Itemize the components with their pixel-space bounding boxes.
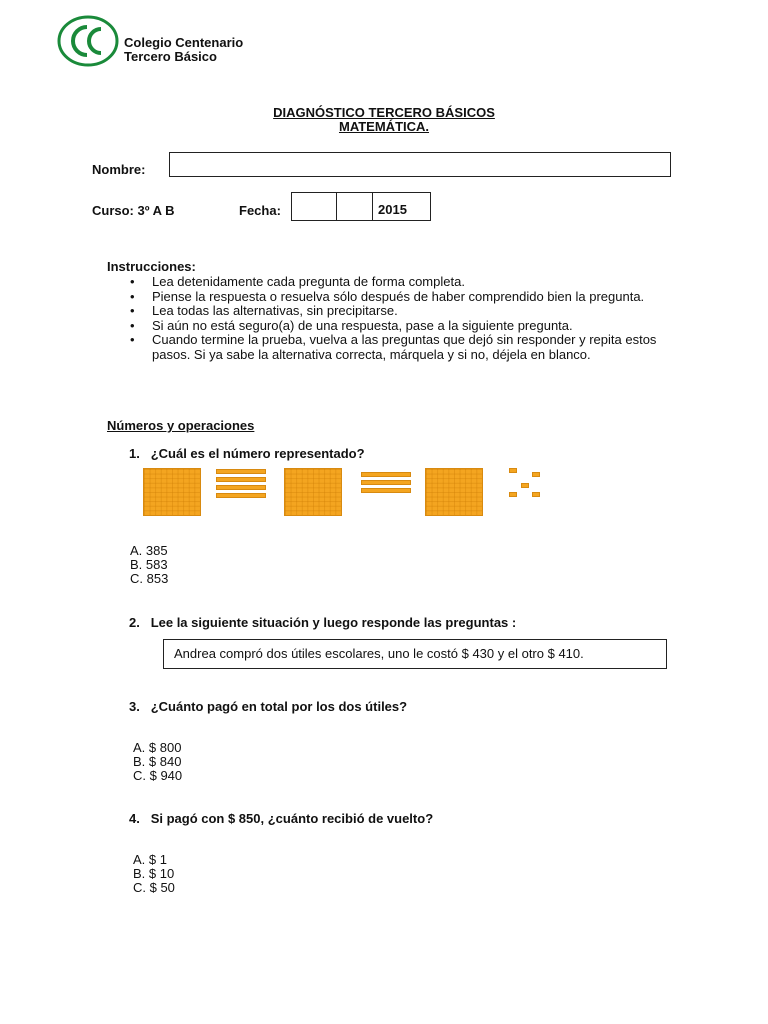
unit-cube (509, 468, 517, 473)
option[interactable]: C. 853 (130, 571, 169, 586)
question-text: Lee la siguiente situación y luego responde las preguntas : (150, 615, 517, 630)
instruction-item: • Cuando termine la prueba, vuelva a las preguntas que dejó sin responder y repita estos pasos. Si ya sabe la alternativa correcta, márquela y si no, déjela en blanco. (130, 333, 660, 362)
instruction-item: • Lea detenidamente cada pregunta de forma completa. (130, 275, 660, 290)
school-name: Colegio Centenario (124, 35, 244, 50)
question-text: ¿Cuál es el número representado? (150, 446, 365, 461)
question-2 (129, 615, 516, 630)
option[interactable]: B. $ 840 (133, 754, 182, 769)
title-line-1: DIAGNÓSTICO TERCERO BÁSICOS (273, 105, 495, 120)
hundred-block (284, 468, 342, 516)
option[interactable]: A. 385 (130, 543, 168, 558)
unit-cube (521, 483, 529, 488)
base-ten-blocks-figure (143, 466, 543, 518)
instructions-title: Instrucciones: (107, 259, 196, 274)
option[interactable]: C. $ 50 (133, 880, 175, 895)
hundred-block (143, 468, 201, 516)
section-title: Números y operaciones (107, 418, 255, 433)
question-text: ¿Cuánto pagó en total por los dos útiles? (150, 699, 408, 714)
date-day-field[interactable] (291, 192, 337, 221)
instructions-list (130, 275, 660, 362)
course-label: Curso: 3º A B (92, 203, 175, 218)
question-1 (129, 446, 365, 461)
question-1-options (130, 544, 168, 586)
school-logo (57, 15, 119, 67)
situation-box: Andrea compró dos útiles escolares, uno le costó $ 430 y el otro $ 410. (163, 639, 667, 669)
question-3-options (133, 741, 182, 783)
hundred-block (425, 468, 483, 516)
date-year-field: 2015 (372, 192, 431, 221)
question-3 (129, 699, 407, 714)
name-label: Nombre: (92, 162, 146, 177)
instruction-item: • Si aún no está seguro(a) de una respuesta, pase a la siguiente pregunta. (130, 319, 660, 334)
question-number: 1. (129, 446, 140, 461)
option[interactable]: B. $ 10 (133, 866, 175, 881)
option[interactable]: C. $ 940 (133, 768, 183, 783)
school-grade: Tercero Básico (124, 49, 217, 64)
date-month-field[interactable] (336, 192, 373, 221)
ten-rod (361, 488, 411, 493)
option[interactable]: A. $ 1 (133, 852, 167, 867)
date-label: Fecha: (239, 203, 281, 218)
unit-cube (532, 492, 540, 497)
question-number: 2. (129, 615, 140, 630)
question-number: 3. (129, 699, 140, 714)
ten-rod (361, 472, 411, 477)
ten-rod (361, 480, 411, 485)
question-number: 4. (129, 811, 140, 826)
school-header (124, 36, 243, 64)
option[interactable]: A. $ 800 (133, 740, 182, 755)
question-4-options (133, 853, 175, 895)
ten-rod (216, 493, 266, 498)
unit-cube (532, 472, 540, 477)
ten-rod (216, 469, 266, 474)
question-text: Si pagó con $ 850, ¿cuánto recibió de vuelto? (150, 811, 434, 826)
ten-rod (216, 477, 266, 482)
ten-rod (216, 485, 266, 490)
instruction-item: • Piense la respuesta o resuelva sólo después de haber comprendido bien la pregunta. (130, 290, 660, 305)
instruction-item: • Lea todas las alternativas, sin precipitarse. (130, 304, 660, 319)
option[interactable]: B. 583 (130, 557, 168, 572)
title-line-2: MATEMÁTICA. (338, 119, 430, 134)
name-field[interactable] (169, 152, 671, 177)
unit-cube (509, 492, 517, 497)
document-title (0, 106, 768, 134)
question-4 (129, 811, 433, 826)
